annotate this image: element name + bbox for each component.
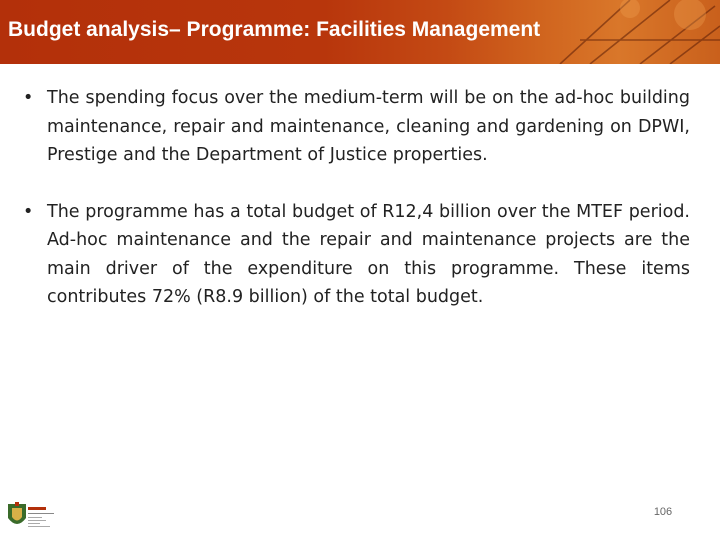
- bullet-marker: •: [23, 201, 34, 222]
- bullet-text: The spending focus over the medium-term will be on the ad-hoc building maintenance, repair and maintenance, cleaning and gardening on DPWI, Prestige and the Department of Justice properties.: [47, 88, 690, 165]
- bullet-text: The programme has a total budget of R12,4 billion over the MTEF period. Ad-hoc maintenance and the repair and maintenance projects are the main driver of the expenditure on this programme. These items contributes 72% (R8.9 billion) of the total budget.: [47, 201, 690, 307]
- page-number: 106: [653, 506, 673, 518]
- title-bar: [0, 0, 720, 64]
- bullet-marker: •: [23, 88, 34, 108]
- page-title: Budget analysis– Programme: Facilities Management: [8, 18, 541, 41]
- slide-content: [22, 84, 690, 340]
- bullet-item: [22, 198, 690, 312]
- bullet-item: [22, 84, 690, 170]
- header-decoration-image: [520, 0, 720, 64]
- coat-of-arms-logo: [4, 500, 58, 534]
